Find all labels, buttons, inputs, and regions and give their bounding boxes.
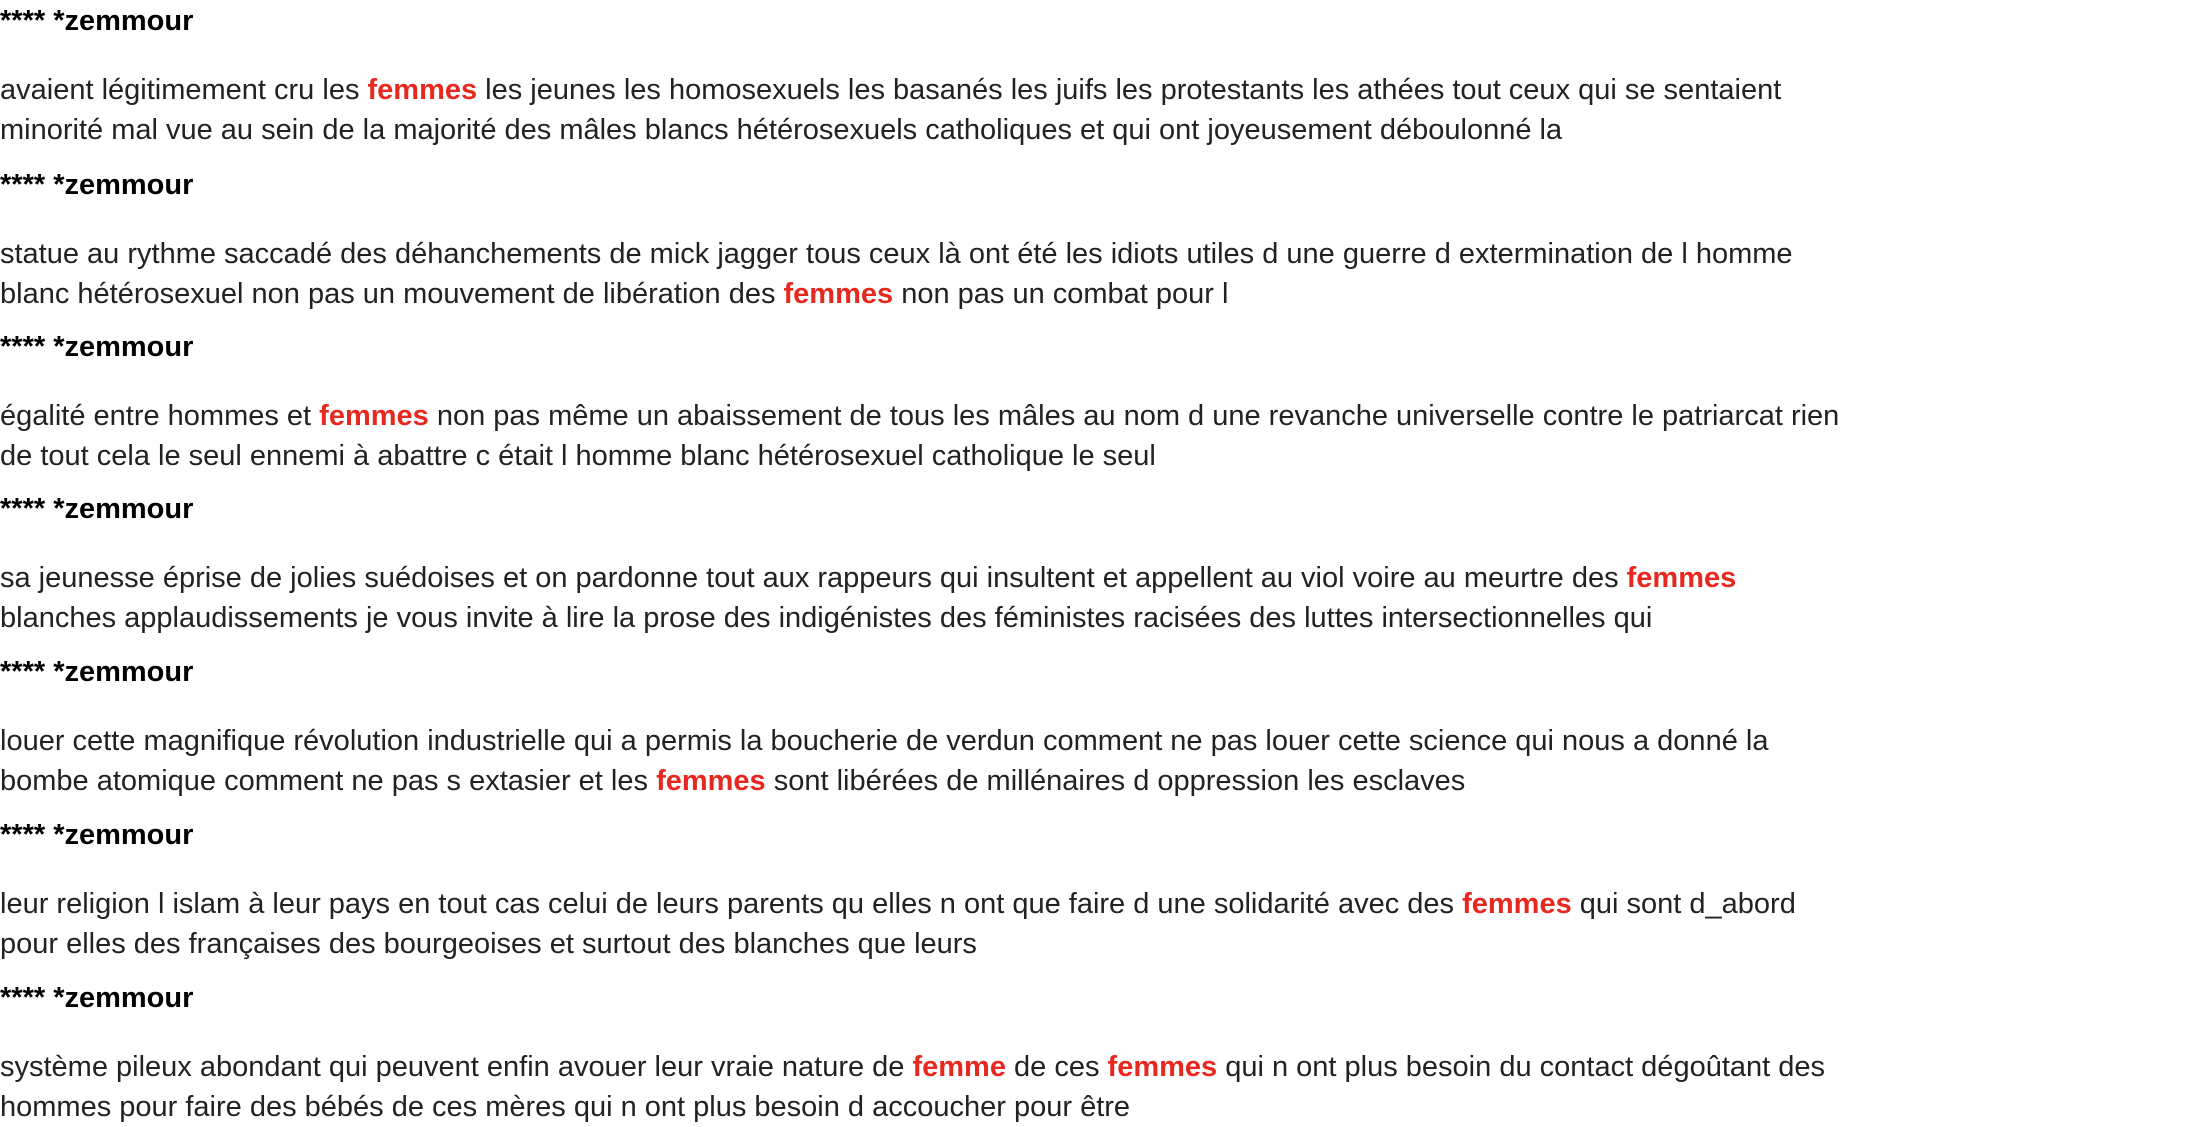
context-line xyxy=(0,884,1796,924)
context-text: non pas même un abaissement de tous les mâles au nom d une revanche universelle contre le patriarcat rien xyxy=(428,400,1840,432)
context-text: avaient légitimement cru les xyxy=(0,74,368,106)
context-text: de ces xyxy=(1005,1051,1108,1083)
speaker-header: **** *zemmour xyxy=(0,656,194,688)
speaker-header: **** *zemmour xyxy=(0,169,194,201)
context-text: statue au rythme saccadé des déhanchements de mick jagger tous ceux là ont été les idiots utiles d une guerre d extermination de l homme xyxy=(0,238,1793,270)
context-text: non pas un combat pour l xyxy=(893,278,1229,310)
speaker-header: **** *zemmour xyxy=(0,819,194,851)
context-line xyxy=(0,598,1652,638)
context-text: minorité mal vue au sein de la majorité des mâles blancs hétérosexuels catholiques et qui ont joyeusement déboulonné la xyxy=(0,114,1563,146)
context-text: blanches applaudissements je vous invite à lire la prose des indigénistes des féministes racisées des luttes intersectionnelles qui xyxy=(0,602,1653,634)
context-line xyxy=(0,234,1793,274)
context-text: sont libérées de millénaires d oppression les esclaves xyxy=(765,765,1466,797)
keyword-highlight: femmes xyxy=(1107,1051,1218,1083)
context-text: pour elles des françaises des bourgeoises et surtout des blanches que leurs xyxy=(0,928,977,960)
context-line xyxy=(0,1087,1130,1127)
context-text: de tout cela le seul ennemi à abattre c était l homme blanc hétérosexuel catholique le seul xyxy=(0,440,1156,472)
keyword-highlight: femmes xyxy=(783,278,894,310)
context-text: égalité entre hommes et xyxy=(0,400,320,432)
context-line xyxy=(0,761,1465,801)
speaker-header: **** *zemmour xyxy=(0,493,194,525)
keyword-highlight: femmes xyxy=(367,74,478,106)
context-line xyxy=(0,110,1562,150)
context-line xyxy=(0,1047,1825,1087)
context-text: louer cette magnifique révolution industrielle qui a permis la boucherie de verdun comment ne pas louer cette science qui nous a donné la xyxy=(0,725,1769,757)
context-line xyxy=(0,396,1839,436)
keyword-highlight: femmes xyxy=(656,765,766,797)
speaker-header: **** *zemmour xyxy=(0,331,194,363)
keyword-highlight: femme xyxy=(912,1051,1006,1083)
speaker-header: **** *zemmour xyxy=(0,982,194,1014)
context-text: sa jeunesse éprise de jolies suédoises et on pardonne tout aux rappeurs qui insultent et appellent au viol voire au meurtre des xyxy=(0,562,1627,594)
context-text: blanc hétérosexuel non pas un mouvement de libération des xyxy=(0,278,784,310)
context-text: qui sont d_abord xyxy=(1571,888,1796,920)
keyword-highlight: femmes xyxy=(1462,888,1572,920)
keyword-highlight: femmes xyxy=(1626,562,1737,594)
context-line xyxy=(0,70,1781,110)
context-line xyxy=(0,274,1228,314)
context-text: hommes pour faire des bébés de ces mères qui n ont plus besoin d accoucher pour être xyxy=(0,1091,1131,1123)
speaker-header: **** *zemmour xyxy=(0,5,194,37)
context-text: bombe atomique comment ne pas s extasier et les xyxy=(0,765,657,797)
context-text: système pileux abondant qui peuvent enfin avouer leur vraie nature de xyxy=(0,1051,913,1083)
context-line xyxy=(0,721,1768,761)
context-line xyxy=(0,436,1156,476)
context-text: leur religion l islam à leur pays en tout cas celui de leurs parents qu elles n ont que faire d une solidarité avec des xyxy=(0,888,1463,920)
context-text: qui n ont plus besoin du contact dégoûtant des xyxy=(1217,1051,1826,1083)
keyword-highlight: femmes xyxy=(319,400,429,432)
context-line xyxy=(0,558,1736,598)
context-text: les jeunes les homosexuels les basanés les juifs les protestants les athées tout ceux qui se sentaient xyxy=(477,74,1782,106)
context-line xyxy=(0,924,977,964)
